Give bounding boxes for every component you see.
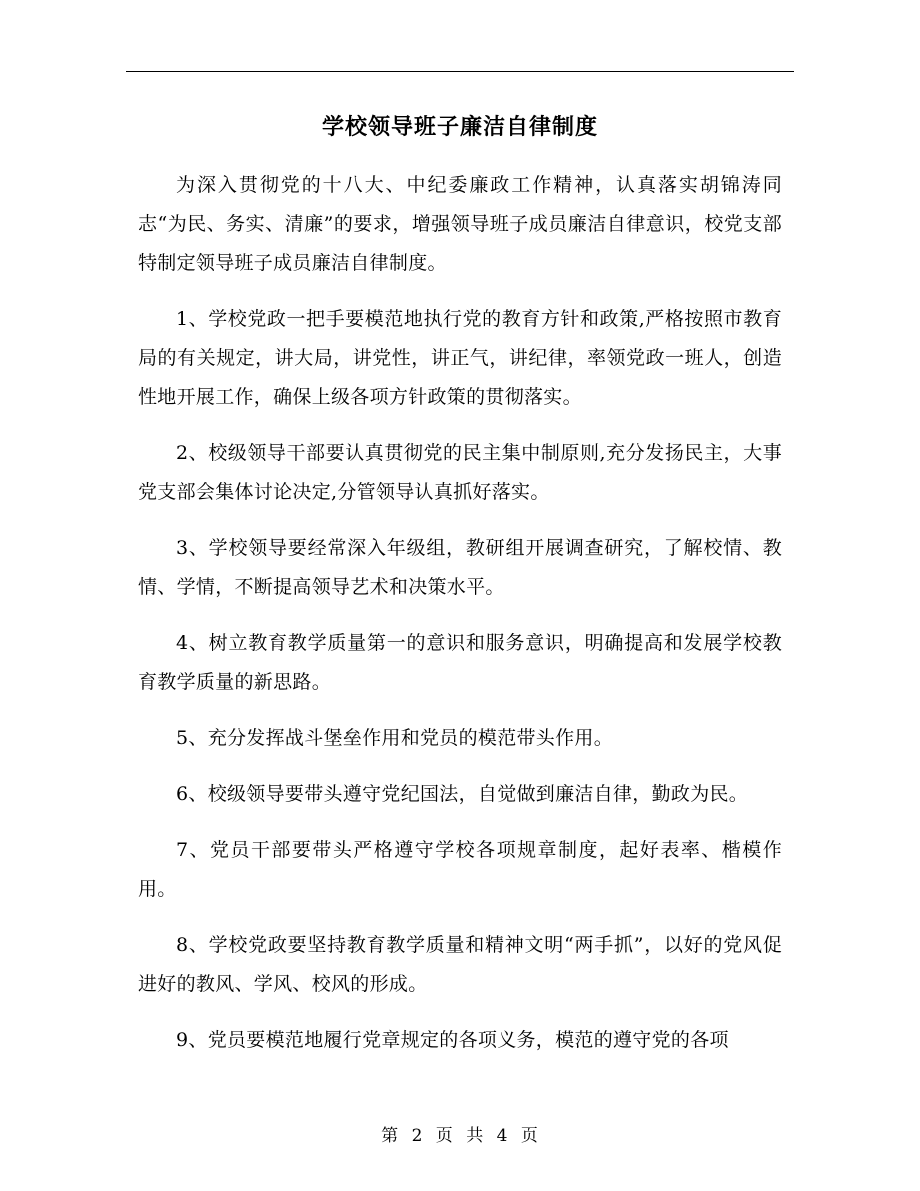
paragraph-item-9: 9、党员要模范地履行党章规定的各项义务，模范的遵守党的各项	[176, 1029, 729, 1051]
paragraph-item-7: 7、党员干部要带头严格遵守学校各项规章制度，起好表率、楷模作用。	[138, 839, 782, 900]
paragraph-item-1: 1、学校党政一把手要模范地执行党的教育方针和政策,严格按照市教育局的有关规定，讲大局，讲党性，讲正气，讲纪律，率领党政一班人，创造性地开展工作，确保上级各项方针政策的贯彻落实。	[138, 308, 782, 408]
paragraph-item-5: 5、充分发挥战斗堡垒作用和党员的模范带头作用。	[176, 727, 613, 749]
document-title: 学校领导班子廉洁自律制度	[321, 114, 598, 140]
paragraph-item-4: 4、树立教育教学质量第一的意识和服务意识，明确提高和发展学校教育教学质量的新思路。	[138, 632, 782, 693]
paragraph-item-8: 8、学校党政要坚持教育教学质量和精神文明“两手抓”，以好的党风促进好的教风、学风、校风的形成。	[138, 934, 782, 995]
document-body	[138, 166, 782, 1077]
page-number: 第 2 页 共 4 页	[381, 1126, 539, 1146]
paragraph-item-3: 3、学校领导要经常深入年级组，教研组开展调查研究，了解校情、教情、学情，不断提高领导艺术和决策水平。	[138, 537, 782, 598]
paragraph-item-2: 2、校级领导干部要认真贯彻党的民主集中制原则,充分发扬民主，大事党支部会集体讨论决定,分管领导认真抓好落实。	[138, 442, 782, 503]
paragraph-intro: 为深入贯彻党的十八大、中纪委廉政工作精神，认真落实胡锦涛同志“为民、务实、清廉”的要求，增强领导班子成员廉洁自律意识，校党支部特制定领导班子成员廉洁自律制度。	[138, 174, 782, 274]
header-rule	[126, 71, 794, 72]
paragraph-item-6: 6、校级领导要带头遵守党纪国法，自觉做到廉洁自律，勤政为民。	[176, 783, 749, 805]
